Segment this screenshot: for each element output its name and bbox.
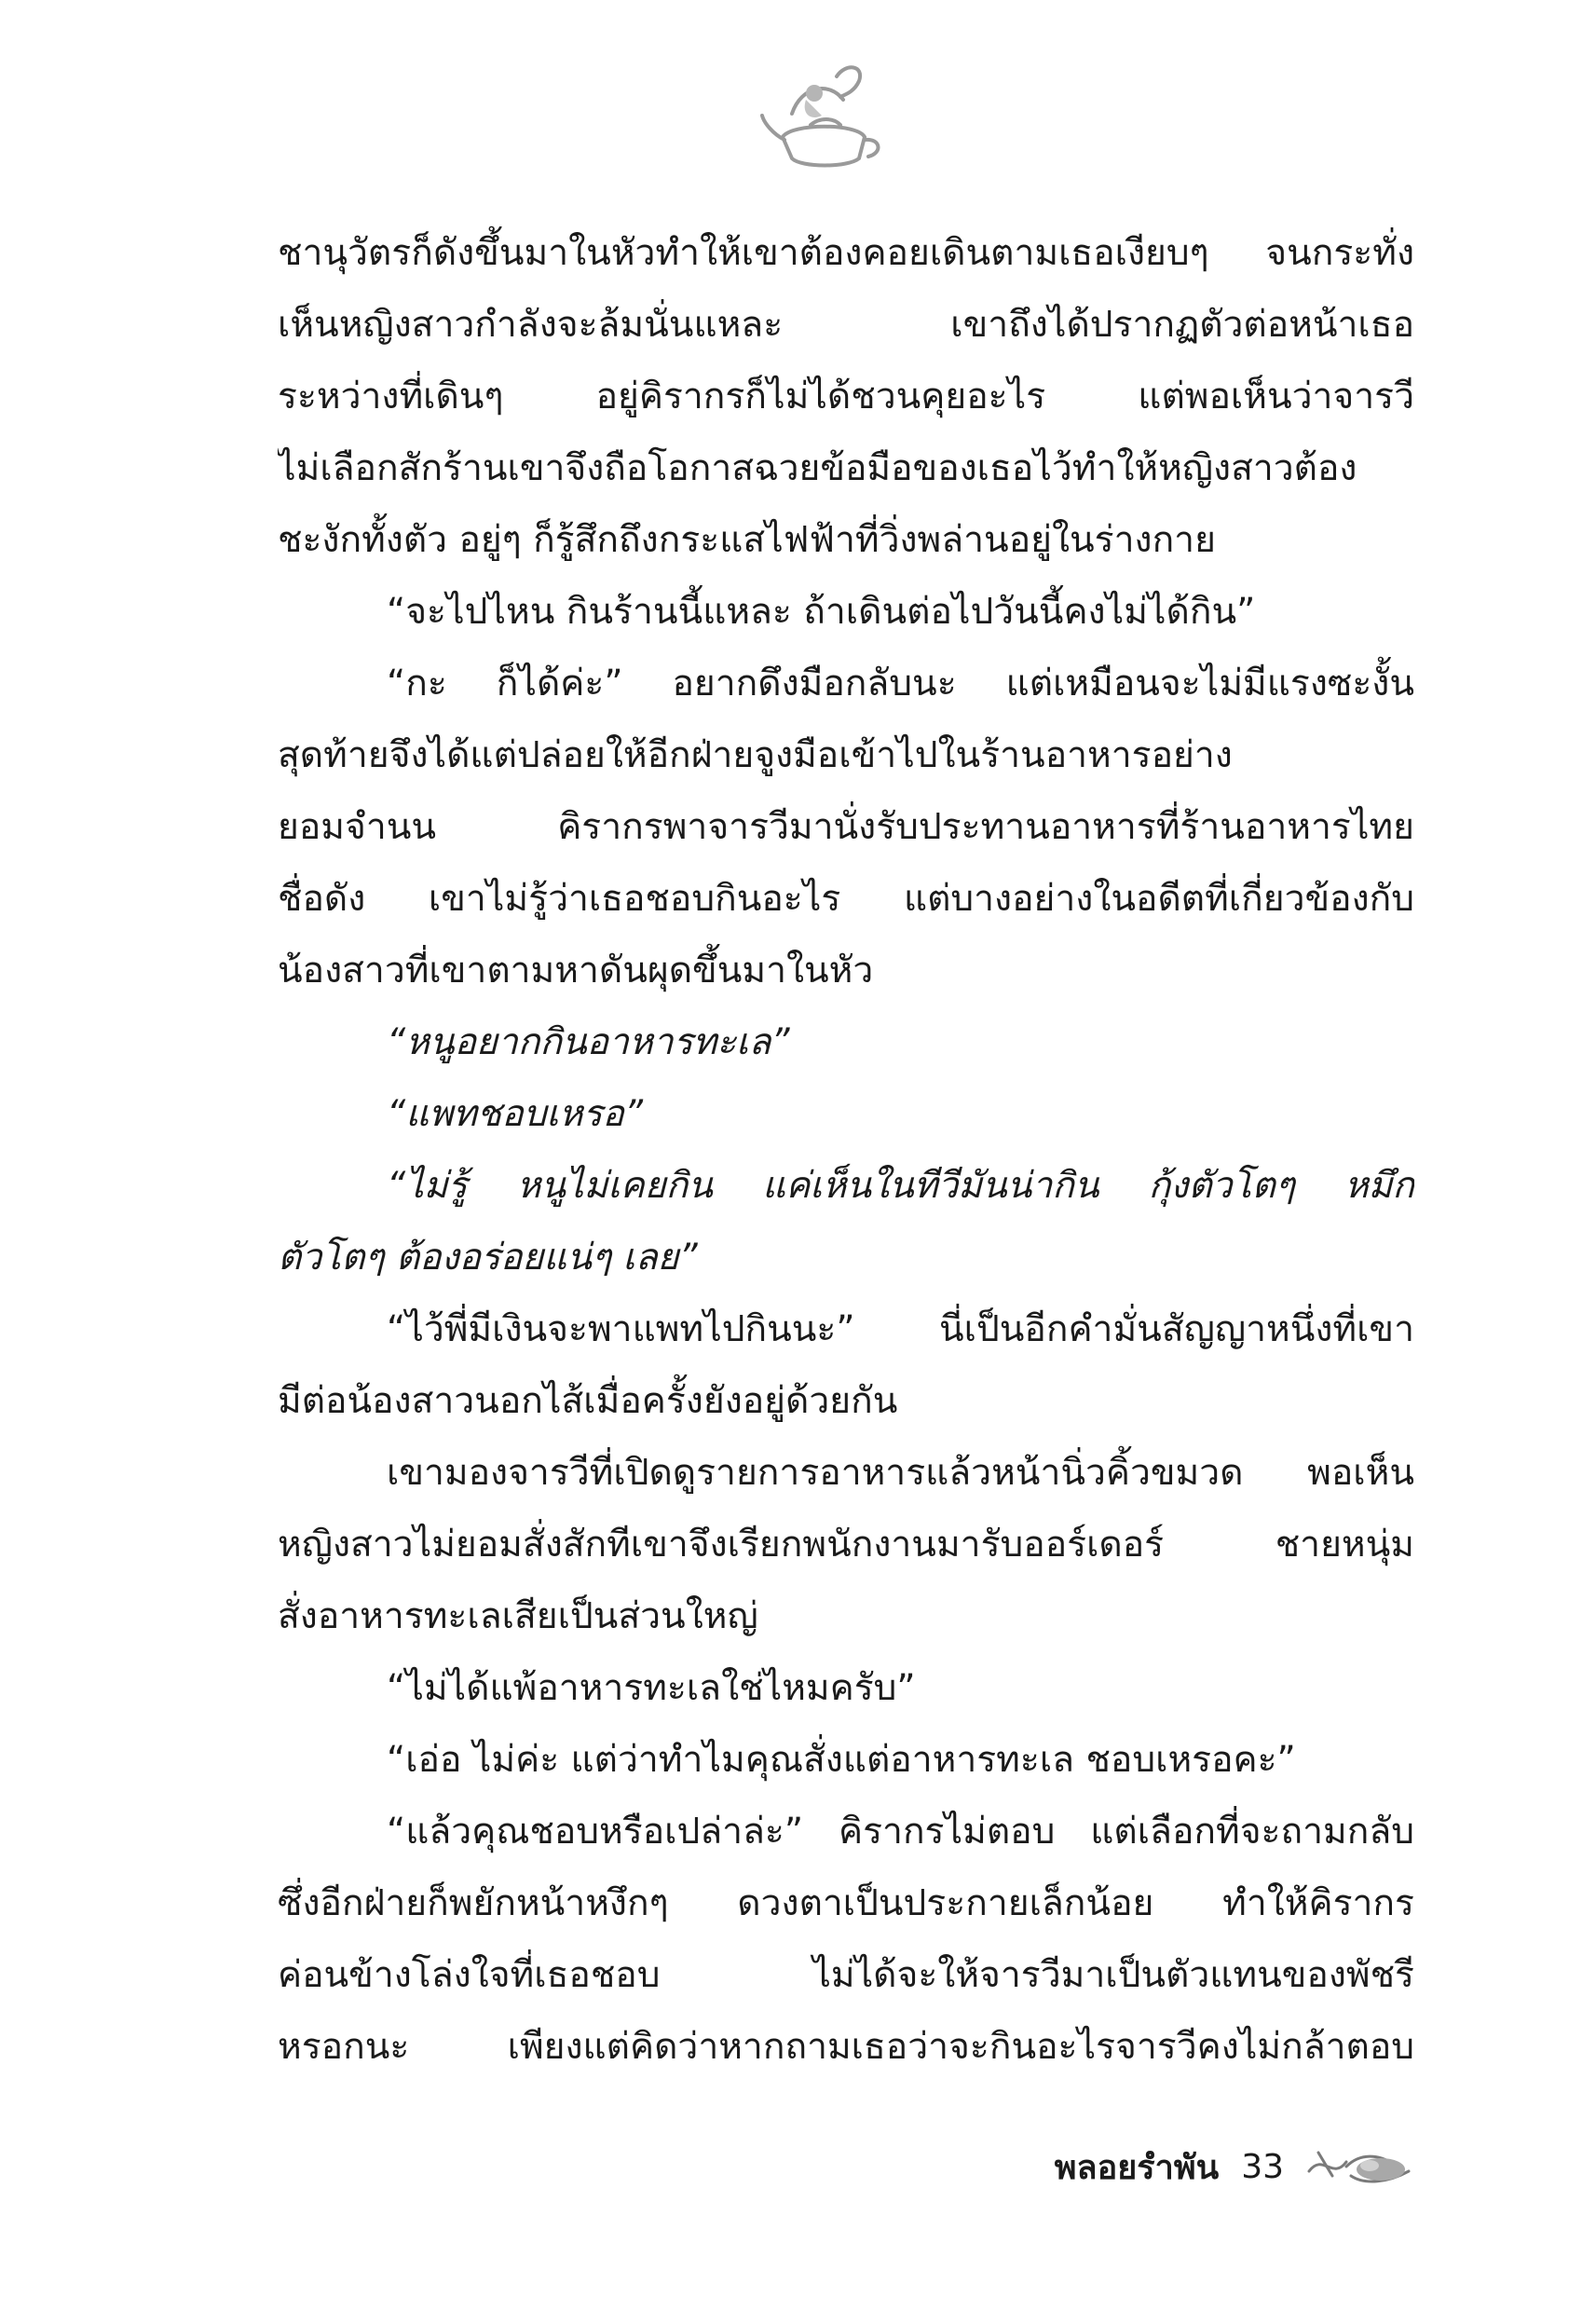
floral-flourish-icon: [1304, 2143, 1416, 2190]
text-line: “กะ ก็ได้ค่ะ” อยากดึงมือกลับนะ แต่เหมือนจะไม่มีแรงซะงั้น: [387, 663, 1414, 704]
text-line: สั่งอาหารทะเลเสียเป็นส่วนใหญ่: [278, 1595, 758, 1637]
text-line: ค่อนข้างโล่งใจที่เธอชอบ ไม่ได้จะให้จารวีมาเป็นตัวแทนของพัชรี: [278, 1954, 1414, 1996]
text-line: “แล้วคุณชอบหรือเปล่าล่ะ” คิรากรไม่ตอบ แต่เลือกที่จะถามกลับ: [387, 1811, 1414, 1853]
text-line: ชื่อดัง เขาไม่รู้ว่าเธอชอบกินอะไร แต่บางอย่างในอดีตที่เกี่ยวข้องกับ: [278, 878, 1414, 920]
body-text: [278, 217, 1414, 2083]
text-line: ชานุวัตรก็ดังขึ้นมาในหัวทำให้เขาต้องคอยเดินตามเธอเงียบๆ จนกระทั่ง: [278, 232, 1414, 274]
text-line: ตัวโตๆ ต้องอร่อยแน่ๆ เลย”: [278, 1237, 698, 1279]
text-line: สุดท้ายจึงได้แต่ปล่อยให้อีกฝ่ายจูงมือเข้าไปในร้านอาหารอย่าง: [278, 734, 1233, 776]
text-line: ระหว่างที่เดินๆ อยู่คิรากรก็ไม่ได้ชวนคุยอะไร แต่พอเห็นว่าจารวี: [278, 376, 1414, 417]
text-line: หญิงสาวไม่ยอมสั่งสักทีเขาจึงเรียกพนักงานมารับออร์เดอร์ ชายหนุ่ม: [278, 1524, 1414, 1566]
text-line: เห็นหญิงสาวกำลังจะล้มนั่นแหละ เขาถึงได้ปรากฏตัวต่อหน้าเธอ: [278, 304, 1414, 346]
text-line: ชะงักทั้งตัว อยู่ๆ ก็รู้สึกถึงกระแสไฟฟ้าที่วิ่งพล่านอยู่ในร่างกาย: [278, 519, 1216, 561]
text-line: ไม่เลือกสักร้านเขาจึงถือโอกาสฉวยข้อมือของเธอไว้ทำให้หญิงสาวต้อง: [278, 447, 1357, 489]
text-line: มีต่อน้องสาวนอกไส้เมื่อครั้งยังอยู่ด้วยกัน: [278, 1380, 898, 1422]
text-line: “ไว้พี่มีเงินจะพาแพทไปกินนะ” นี่เป็นอีกคำมั่นสัญญาหนึ่งที่เขา: [387, 1308, 1414, 1350]
text-line: ยอมจำนน คิรากรพาจารวีมานั่งรับประทานอาหารที่ร้านอาหารไทย: [278, 806, 1414, 848]
text-line: น้องสาวที่เขาตามหาดันผุดขึ้นมาในหัว: [278, 950, 874, 991]
text-line: “จะไปไหน กินร้านนี้แหละ ถ้าเดินต่อไปวันนี้คงไม่ได้กิน”: [387, 591, 1256, 633]
text-line: “เอ่อ ไม่ค่ะ แต่ว่าทำไมคุณสั่งแต่อาหารทะเล ชอบเหรอคะ”: [387, 1739, 1296, 1781]
page-footer: [1025, 2139, 1416, 2195]
text-line: “ไม่ได้แพ้อาหารทะเลใช่ไหมครับ”: [387, 1667, 916, 1709]
page-number: 33: [1241, 2147, 1284, 2186]
text-line: “หนูอยากกินอาหารทะเล”: [387, 1021, 790, 1063]
text-line: ซึ่งอีกฝ่ายก็พยักหน้าหงึกๆ ดวงตาเป็นประกายเล็กน้อย ทำให้คิรากร: [278, 1882, 1414, 1924]
cupid-teapot-ornament-icon: [755, 48, 894, 179]
text-line: หรอกนะ เพียงแต่คิดว่าหากถามเธอว่าจะกินอะไรจารวีคงไม่กล้าตอบ: [278, 2026, 1414, 2068]
text-line: เขามองจารวีที่เปิดดูรายการอาหารแล้วหน้านิ่วคิ้วขมวด พอเห็น: [387, 1452, 1414, 1494]
book-title: พลอยรำพัน: [1054, 2148, 1220, 2187]
text-line: “ไม่รู้ หนูไม่เคยกิน แค่เห็นในทีวีมันน่ากิน กุ้งตัวโตๆ หมึก: [387, 1165, 1414, 1207]
text-line: “แพทชอบเหรอ”: [387, 1093, 644, 1135]
